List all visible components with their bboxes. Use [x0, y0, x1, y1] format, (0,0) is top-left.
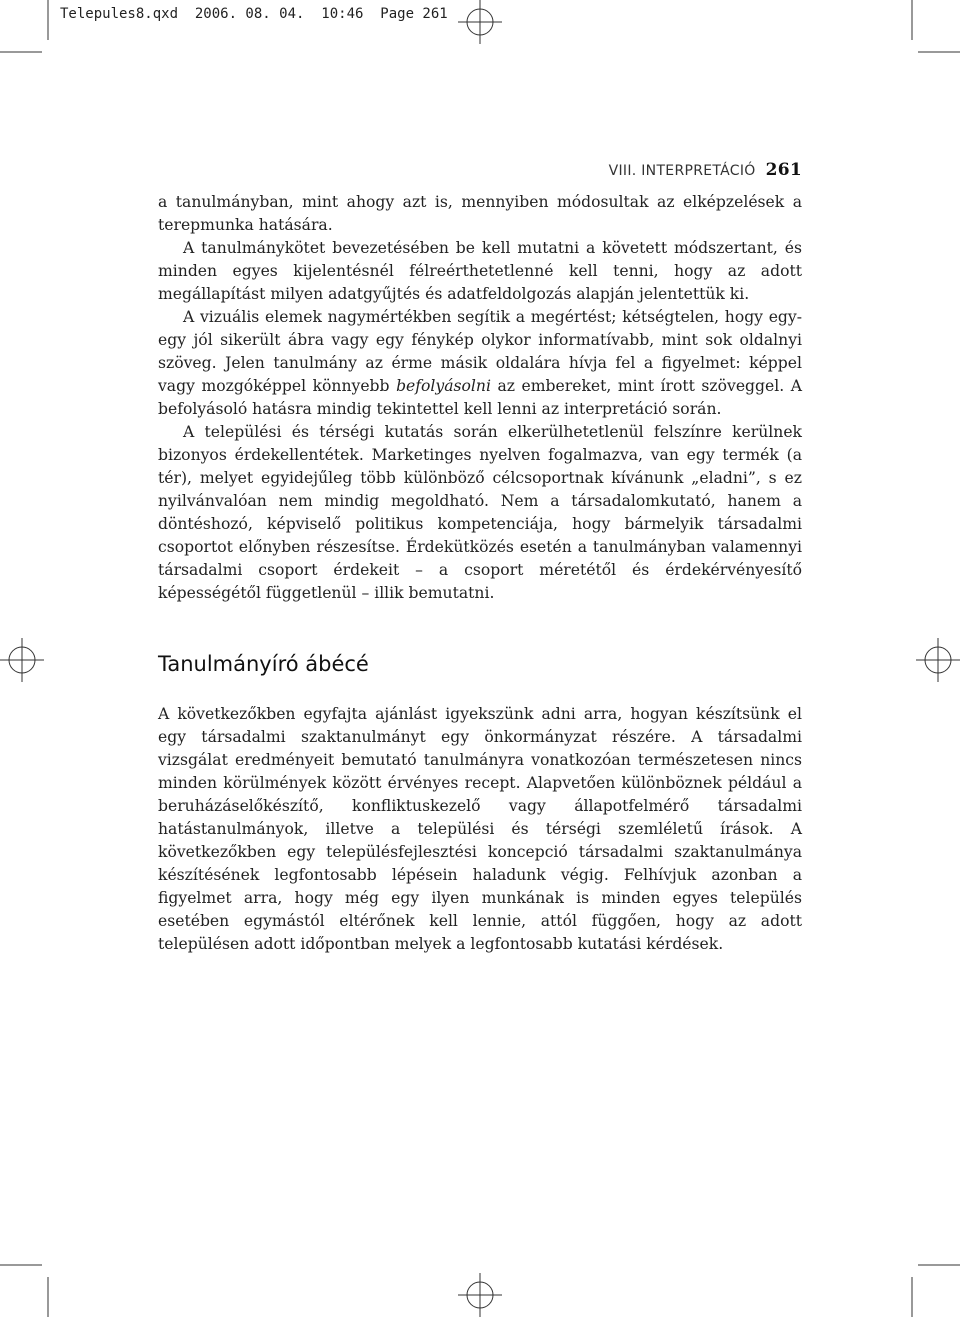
paragraph-visual-part-1: A vizuális elemek nagymértékben segítik a megértést; kétségtelen, hogy egy-egy jól sikerült ábra vagy egy fénykép olykor informatívabb, mint sok oldalnyi szöveg. Jelen tanulmány az érme másik oldalára hívja fel a figyelmet: képpel vagy mozgóképpel könnyebb: [158, 308, 802, 395]
body-text-top: [158, 191, 802, 605]
paragraph-visual-elements: [158, 306, 802, 421]
chapter-title: VIII. INTERPRETÁCIÓ: [608, 163, 756, 179]
paragraph-section-intro: A következőkben egyfajta ajánlást igyekszünk adni arra, hogyan készítsünk el egy társadalmi szaktanulmányt egy önkormányzat részére. A társadalmi vizsgálat eredményeit bemutató tanulmányra vonatkozóan természetesen nincs minden körülmények között érvényes recept. Alapvetően különböznek például a beruházáselőkészítő, konfliktuskezelő vagy állapotfelmérő társadalmi hatástanulmányok, illetve a települési és térségi szemléletű írások. A következőkben egy településfejlesztési koncepció társadalmi szaktanulmánya készítésének legfontosabb lépésein haladunk végig. Felhívjuk azonban a figyelmet arra, hogy még egy ilyen munkának is minden egyes település esetében egymástól eltérőnek kell lennie, attól függően, hogy az adott településen adott időpontban melyek a legfontosabb kutatási kérdések.: [158, 705, 802, 953]
paragraph-methodology: A tanulmánykötet bevezetésében be kell mutatni a követett módszertant, és minden egyes kijelentésnél félreérthetetlenné kell tenni, hogy az adott megállapítást milyen adatgyűjtés és adatfeldolgozás alapján jelentettük ki.: [158, 239, 802, 303]
section-heading: Tanulmányíró ábécé: [158, 652, 369, 676]
paragraph-conflicts: A települési és térségi kutatás során elkerülhetetlenül felszínre kerülnek bizonyos érdekellentétek. Marketinges nyelven fogalmazva, van egy termék (a tér), melyet egyidejűleg több különböző célcsoportnak kívánunk „eladni”, s ez nyilvánvalóan nem mindig megoldható. Nem a társadalomkutató, hanem a döntéshozó, képviselő politikus kompetenciája, hogy bármelyik társadalmi csoportot előnyben részesítse. Érdekütközés esetén a tanulmányban valamennyi társadalmi csoport érdekeit – a csoport méretétől és érdekérvényesítő képességétől függetlenül – illik bemutatni.: [158, 423, 802, 602]
body-text-section: [158, 703, 802, 956]
slug-line: Telepules8.qxd 2006. 08. 04. 10:46 Page 261: [60, 6, 448, 22]
paragraph-continuation: a tanulmányban, mint ahogy azt is, mennyiben módosultak az elképzelések a terepmunka hatására.: [158, 193, 802, 234]
emphasis-befolyasolni: befolyásolni: [396, 377, 491, 395]
running-head: [609, 160, 802, 180]
page-number: 261: [765, 160, 802, 180]
paragraph-visual-part-2: az embereket, mint írott szöveggel. A befolyásoló hatásra mindig tekintettel kell lenni az interpretáció során.: [158, 377, 802, 418]
